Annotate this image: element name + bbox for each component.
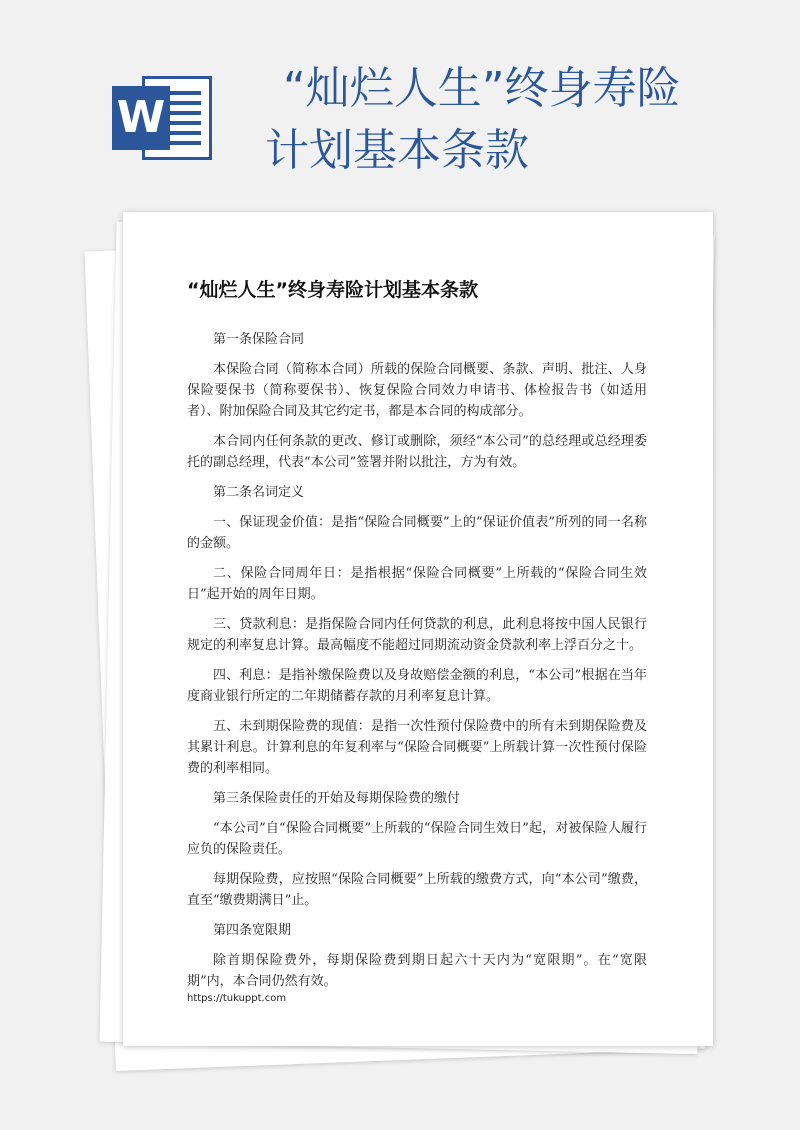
- doc-line: [167, 91, 201, 95]
- doc-line: [167, 101, 201, 105]
- paragraph: 三、贷款利息：是指保险合同内任何贷款的利息，此利息将按中国人民银行规定的利率复息计算。最高幅度不能超过同期流动资金贷款利率上浮百分之十。: [187, 617, 647, 653]
- word-app-icon: [112, 76, 212, 160]
- document-body: [187, 278, 647, 1001]
- paragraph: 本合同内任何条款的更改、修订或删除，须经“本公司”的总经理或总经理委托的副总经理，代表“本公司”签署并附以批注，方为有效。: [187, 434, 647, 470]
- paragraph: 一、保证现金价值：是指“保险合同概要”上的“保证价值表”所列的同一名称的金额。: [187, 515, 647, 551]
- banner-title: [265, 58, 765, 182]
- banner-title-line2: 计划基本条款: [265, 125, 529, 176]
- footer-url[interactable]: https://tukuppt.com: [187, 993, 287, 1004]
- word-letter-badge: W: [112, 86, 170, 150]
- paragraph: 本保险合同（简称本合同）所载的保险合同概要、条款、声明、批注、人身保险要保书（简称要保书）、恢复保险合同效力申请书、体检报告书（如适用者）、附加保险合同及其它约定书，都是本合同的构成部分。: [187, 362, 647, 419]
- paragraph: 二、保险合同周年日：是指根据“保险合同概要”上所载的“保险合同生效日”起开始的周年日期。: [187, 566, 647, 602]
- doc-line: [167, 141, 201, 145]
- section-heading: 第三条保险责任的开始及每期保险费的缴付: [213, 791, 461, 806]
- section-heading: 第一条保险合同: [213, 332, 305, 347]
- doc-line: [167, 121, 201, 125]
- banner-title-line1: “灿烂人生”终身寿险: [283, 63, 681, 114]
- paragraph: “本公司”自“保险合同概要”上所载的“保险合同生效日”起，对被保险人履行应负的保险责任。: [187, 821, 647, 857]
- paragraph: 五、未到期保险费的现值：是指一次性预付保险费中的所有未到期保险费及其累计利息。计算利息的年复利率与“保险合同概要”上所载计算一次性预付保险费的利率相同。: [187, 719, 647, 776]
- section-heading: 第二条名词定义: [213, 485, 305, 500]
- paragraph: 四、利息：是指补缴保险费以及身故赔偿金额的利息，“本公司”根据在当年度商业银行所定的二年期储蓄存款的月利率复息计算。: [187, 668, 647, 704]
- document-page: [123, 212, 713, 1046]
- paragraph: 除首期保险费外，每期保险费到期日起六十天内为“宽限期”。在“宽限期”内，本合同仍然有效。: [187, 953, 647, 989]
- document-title: “灿烂人生”终身寿险计划基本条款: [187, 279, 478, 301]
- doc-line: [167, 131, 201, 135]
- section-heading: 第四条宽限期: [213, 923, 292, 938]
- doc-line: [167, 111, 201, 115]
- paragraph: 每期保险费，应按照“保险合同概要”上所载的缴费方式，向“本公司”缴费，直至“缴费期满日”止。: [187, 872, 647, 908]
